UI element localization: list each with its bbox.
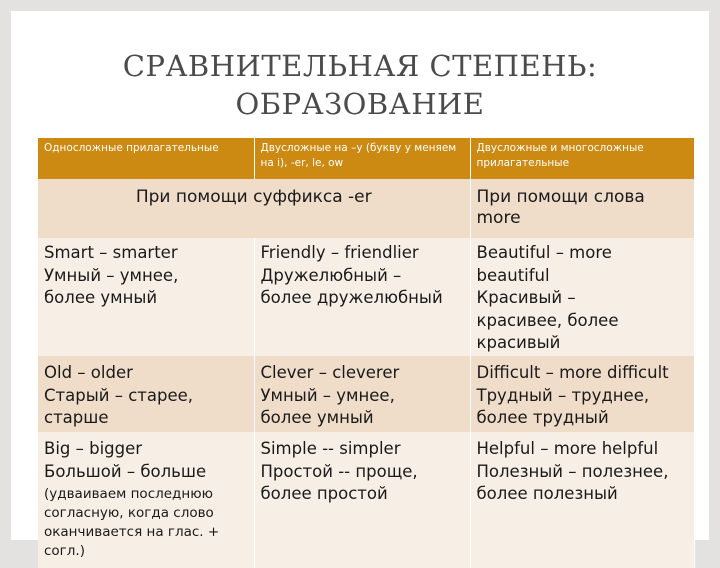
method-row: [38, 179, 694, 238]
cell-line: более умный: [260, 408, 374, 427]
cell-line: Полезный – полезнее,: [476, 461, 669, 481]
cell-line: Simple -- simpler: [260, 439, 401, 458]
title-line-1: СРАВНИТЕЛЬНАЯ СТЕПЕНЬ:: [122, 49, 598, 83]
cell-line: красивый: [476, 333, 561, 352]
table-cell: [470, 356, 694, 432]
cell-line: более дружелюбный: [260, 288, 443, 307]
slide-title: [11, 47, 709, 123]
table-cell: [254, 356, 470, 432]
title-line-2: ОБРАЗОВАНИЕ: [235, 87, 485, 121]
table-cell: [470, 432, 694, 568]
table-cell: [38, 238, 254, 356]
cell-line: Умный – умнее,: [44, 265, 179, 285]
cell-line: более простой: [260, 484, 388, 503]
table-row: [38, 432, 694, 568]
table-row: [38, 238, 694, 356]
cell-line: Helpful – more helpful: [476, 439, 659, 458]
cell-line: Beautiful – more: [476, 243, 612, 262]
cell-line: более трудный: [476, 408, 609, 427]
table-cell: [470, 238, 694, 356]
cell-line: Old – older: [44, 363, 133, 382]
cell-line: Простой -- проще,: [260, 461, 418, 481]
cell-line: Big – bigger: [44, 439, 143, 458]
cell-line: Smart – smarter: [44, 243, 178, 262]
method-more: При помощи слова more: [470, 179, 694, 238]
cell-line: более полезный: [476, 484, 618, 503]
slide: [11, 11, 709, 559]
table-cell: [38, 432, 254, 568]
doubling-note: (удваиваем последнюю согласную, когда слово оканчивается на глас. + согл.): [44, 486, 220, 559]
cell-line: Дружелюбный –: [260, 265, 402, 285]
cell-line: старше: [44, 408, 109, 427]
table-row: [38, 356, 694, 432]
cell-line: Старый – старее,: [44, 385, 194, 405]
cell-line: Difficult – more difficult: [476, 363, 669, 382]
cell-line: Трудный – труднее,: [476, 385, 650, 405]
table-cell: [38, 356, 254, 432]
cell-line: более умный: [44, 288, 158, 307]
cell-line: Clever – cleverer: [260, 363, 400, 382]
cell-line: Большой – больше: [44, 461, 207, 481]
header-polysyllabic: Двусложные и многосложные прилагательные: [470, 138, 694, 179]
cell-line: beautiful: [476, 265, 550, 285]
table-cell: [254, 432, 470, 568]
header-disyllabic-y: Двусложные на –y (букву у меняем на i), -er, le, ow: [254, 138, 470, 179]
cell-line: красивее, более: [476, 310, 619, 330]
header-row: [38, 138, 694, 179]
table-cell: [254, 238, 470, 356]
header-monosyllabic: Односложные прилагательные: [38, 138, 254, 179]
cell-line: Умный – умнее,: [260, 385, 395, 405]
cell-line: Красивый –: [476, 288, 576, 307]
method-suffix: При помощи суффикса -er: [38, 179, 470, 238]
comparative-table: [38, 138, 695, 568]
cell-line: Friendly – friendlier: [260, 243, 419, 262]
